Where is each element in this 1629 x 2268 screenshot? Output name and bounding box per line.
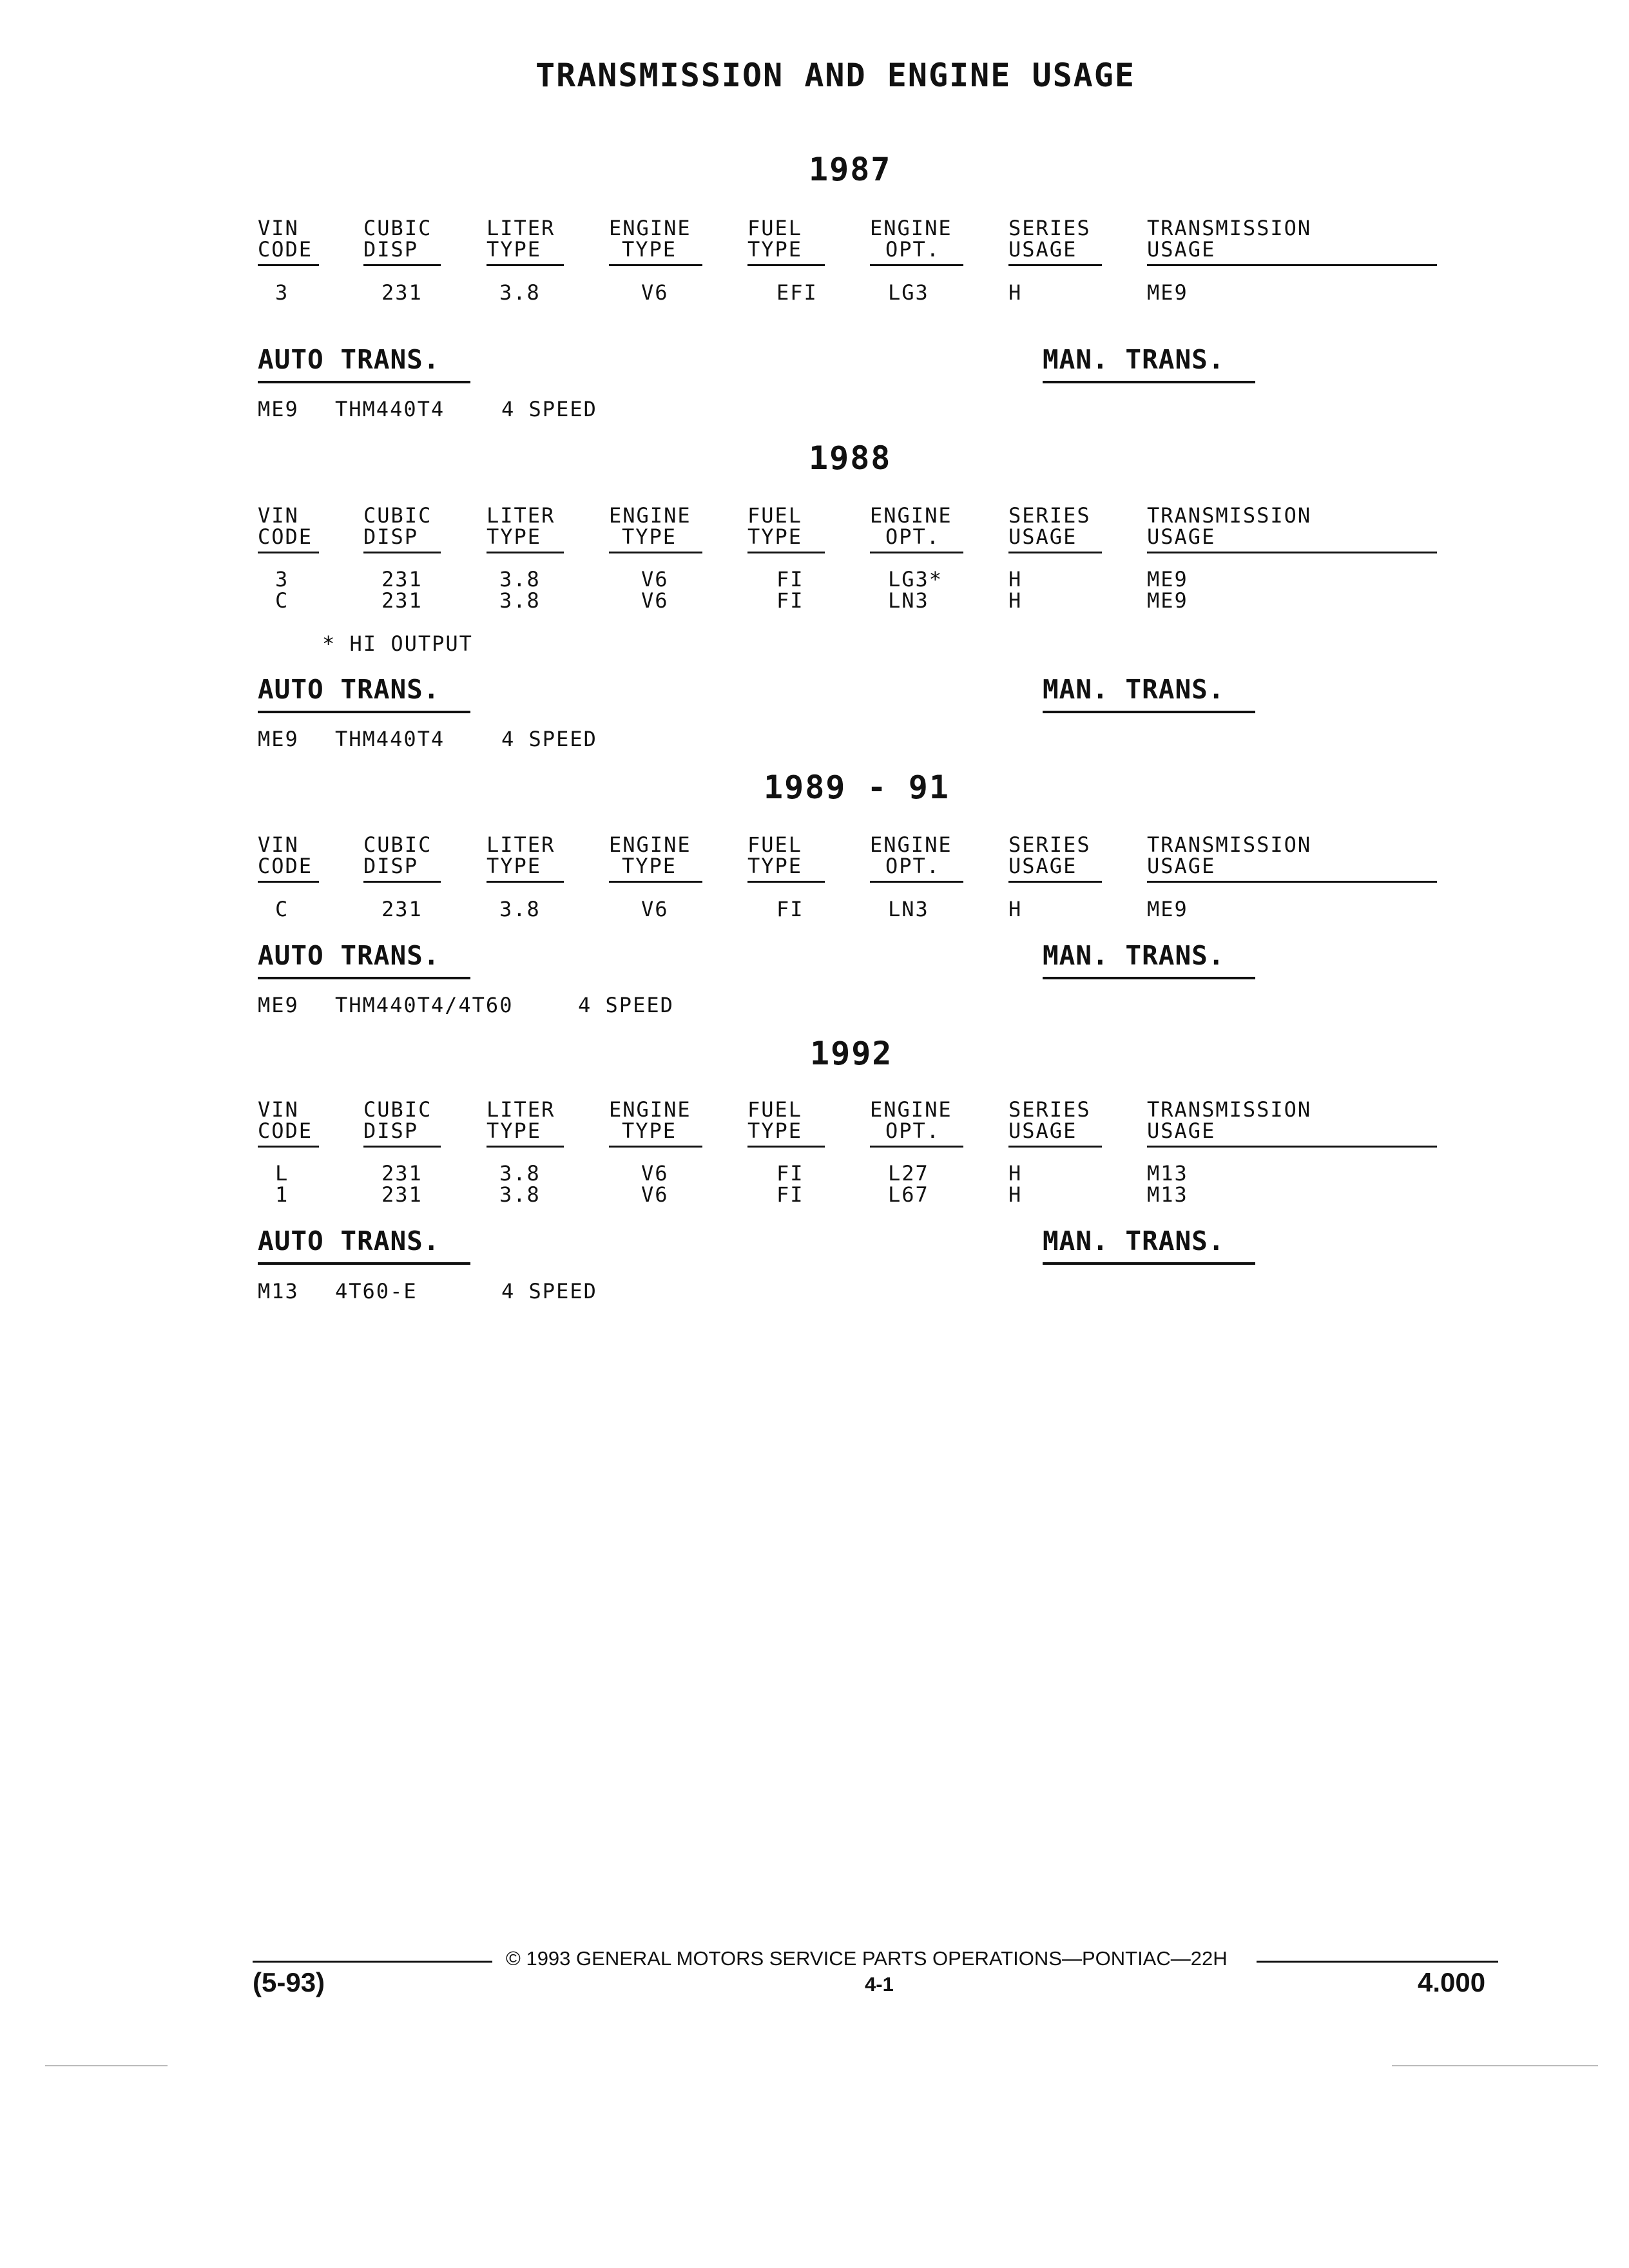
page-title: TRANSMISSION AND ENGINE USAGE (535, 57, 1135, 94)
engine-type-cell: V6 (641, 588, 669, 613)
header-engine-opt: ENGINE OPT. (870, 216, 952, 262)
year-heading: 1988 (809, 439, 892, 477)
engine-opt-cell: L27 (888, 1161, 929, 1186)
engine-opt-cell: LG3 (888, 280, 929, 305)
transmission-usage-cell: M13 (1147, 1182, 1188, 1207)
fuel-type-cell: FI (776, 897, 804, 921)
vin-code-cell: L (275, 1161, 289, 1186)
year-heading: 1989 - 91 (764, 769, 950, 806)
header-engine-type: ENGINE TYPE (609, 503, 691, 549)
header-cubic-disp: CUBIC DISP (363, 1097, 432, 1143)
header-transmission-usage: TRANSMISSION USAGE (1147, 832, 1312, 878)
liter-type-cell: 3.8 (499, 897, 541, 921)
header-cubic-disp: CUBIC DISP (363, 503, 432, 549)
cubic-disp-cell: 231 (381, 280, 423, 305)
liter-type-cell: 3.8 (499, 588, 541, 613)
trans-code: ME9 (258, 993, 299, 1017)
auto-trans-heading: AUTO TRANS. (258, 1225, 440, 1256)
liter-type-cell: 3.8 (499, 567, 541, 591)
scan-artifact (45, 2065, 168, 2066)
vin-code-cell: 1 (275, 1182, 289, 1207)
header-series-usage: SERIES USAGE (1008, 216, 1091, 262)
header-cubic-disp: CUBIC DISP (363, 216, 432, 262)
fuel-type-cell: FI (776, 567, 804, 591)
section-number: 4.000 (1418, 1967, 1486, 1997)
trans-model: THM440T4 (335, 727, 445, 751)
engine-type-cell: V6 (641, 1182, 669, 1207)
header-engine-opt: ENGINE OPT. (870, 503, 952, 549)
fuel-type-cell: EFI (776, 280, 818, 305)
header-series-usage: SERIES USAGE (1008, 503, 1091, 549)
header-fuel-type: FUEL TYPE (747, 1097, 803, 1143)
trans-code: M13 (258, 1279, 299, 1303)
engine-type-cell: V6 (641, 1161, 669, 1186)
cubic-disp-cell: 231 (381, 1182, 423, 1207)
vin-code-cell: 3 (275, 280, 289, 305)
header-transmission-usage: TRANSMISSION USAGE (1147, 216, 1312, 262)
auto-trans-heading: AUTO TRANS. (258, 674, 440, 705)
series-usage-cell: H (1008, 897, 1023, 921)
series-usage-cell: H (1008, 567, 1023, 591)
cubic-disp-cell: 231 (381, 897, 423, 921)
page-number: 4-1 (865, 1973, 894, 1995)
vin-code-cell: C (275, 897, 289, 921)
fuel-type-cell: FI (776, 588, 804, 613)
transmission-usage-cell: ME9 (1147, 280, 1188, 305)
year-heading: 1987 (809, 151, 892, 188)
trans-code: ME9 (258, 727, 299, 751)
trans-model: 4T60-E (335, 1279, 418, 1303)
transmission-usage-cell: ME9 (1147, 567, 1188, 591)
liter-type-cell: 3.8 (499, 280, 541, 305)
header-liter-type: LITER TYPE (487, 832, 555, 878)
header-vin-code: VIN CODE (258, 503, 313, 549)
transmission-usage-cell: ME9 (1147, 588, 1188, 613)
man-trans-heading: MAN. TRANS. (1043, 940, 1225, 971)
transmission-usage-cell: ME9 (1147, 897, 1188, 921)
header-vin-code: VIN CODE (258, 1097, 313, 1143)
year-heading: 1992 (810, 1035, 893, 1072)
engine-opt-cell: LG3* (888, 567, 943, 591)
header-liter-type: LITER TYPE (487, 216, 555, 262)
header-liter-type: LITER TYPE (487, 1097, 555, 1143)
engine-type-cell: V6 (641, 567, 669, 591)
engine-type-cell: V6 (641, 280, 669, 305)
cubic-disp-cell: 231 (381, 567, 423, 591)
fuel-type-cell: FI (776, 1182, 804, 1207)
cubic-disp-cell: 231 (381, 1161, 423, 1186)
auto-trans-heading: AUTO TRANS. (258, 940, 440, 971)
header-vin-code: VIN CODE (258, 216, 313, 262)
header-liter-type: LITER TYPE (487, 503, 555, 549)
header-engine-opt: ENGINE OPT. (870, 1097, 952, 1143)
engine-type-cell: V6 (641, 897, 669, 921)
header-fuel-type: FUEL TYPE (747, 832, 803, 878)
header-series-usage: SERIES USAGE (1008, 832, 1091, 878)
vin-code-cell: 3 (275, 567, 289, 591)
header-cubic-disp: CUBIC DISP (363, 832, 432, 878)
header-engine-type: ENGINE TYPE (609, 1097, 691, 1143)
header-vin-code: VIN CODE (258, 832, 313, 878)
header-fuel-type: FUEL TYPE (747, 216, 803, 262)
liter-type-cell: 3.8 (499, 1161, 541, 1186)
series-usage-cell: H (1008, 588, 1023, 613)
series-usage-cell: H (1008, 1161, 1023, 1186)
trans-code: ME9 (258, 397, 299, 421)
header-transmission-usage: TRANSMISSION USAGE (1147, 503, 1312, 549)
engine-opt-cell: LN3 (888, 897, 929, 921)
trans-speed: 4 SPEED (501, 1279, 597, 1303)
series-usage-cell: H (1008, 1182, 1023, 1207)
copyright-notice: © 1993 GENERAL MOTORS SERVICE PARTS OPERATIONS—PONTIAC—22H (506, 1947, 1228, 1970)
liter-type-cell: 3.8 (499, 1182, 541, 1207)
man-trans-heading: MAN. TRANS. (1043, 1225, 1225, 1256)
header-engine-type: ENGINE TYPE (609, 216, 691, 262)
engine-opt-cell: L67 (888, 1182, 929, 1207)
trans-model: THM440T4/4T60 (335, 993, 514, 1017)
header-transmission-usage: TRANSMISSION USAGE (1147, 1097, 1312, 1143)
man-trans-heading: MAN. TRANS. (1043, 344, 1225, 375)
trans-speed: 4 SPEED (501, 397, 597, 421)
header-engine-opt: ENGINE OPT. (870, 832, 952, 878)
man-trans-heading: MAN. TRANS. (1043, 674, 1225, 705)
transmission-usage-cell: M13 (1147, 1161, 1188, 1186)
trans-speed: 4 SPEED (578, 993, 674, 1017)
vin-code-cell: C (275, 588, 289, 613)
scan-artifact (1392, 2065, 1598, 2066)
header-series-usage: SERIES USAGE (1008, 1097, 1091, 1143)
fuel-type-cell: FI (776, 1161, 804, 1186)
header-fuel-type: FUEL TYPE (747, 503, 803, 549)
header-engine-type: ENGINE TYPE (609, 832, 691, 878)
cubic-disp-cell: 231 (381, 588, 423, 613)
revision-date: (5-93) (253, 1967, 325, 1997)
trans-speed: 4 SPEED (501, 727, 597, 751)
engine-opt-cell: LN3 (888, 588, 929, 613)
series-usage-cell: H (1008, 280, 1023, 305)
footnote: * HI OUTPUT (322, 631, 473, 656)
auto-trans-heading: AUTO TRANS. (258, 344, 440, 375)
trans-model: THM440T4 (335, 397, 445, 421)
